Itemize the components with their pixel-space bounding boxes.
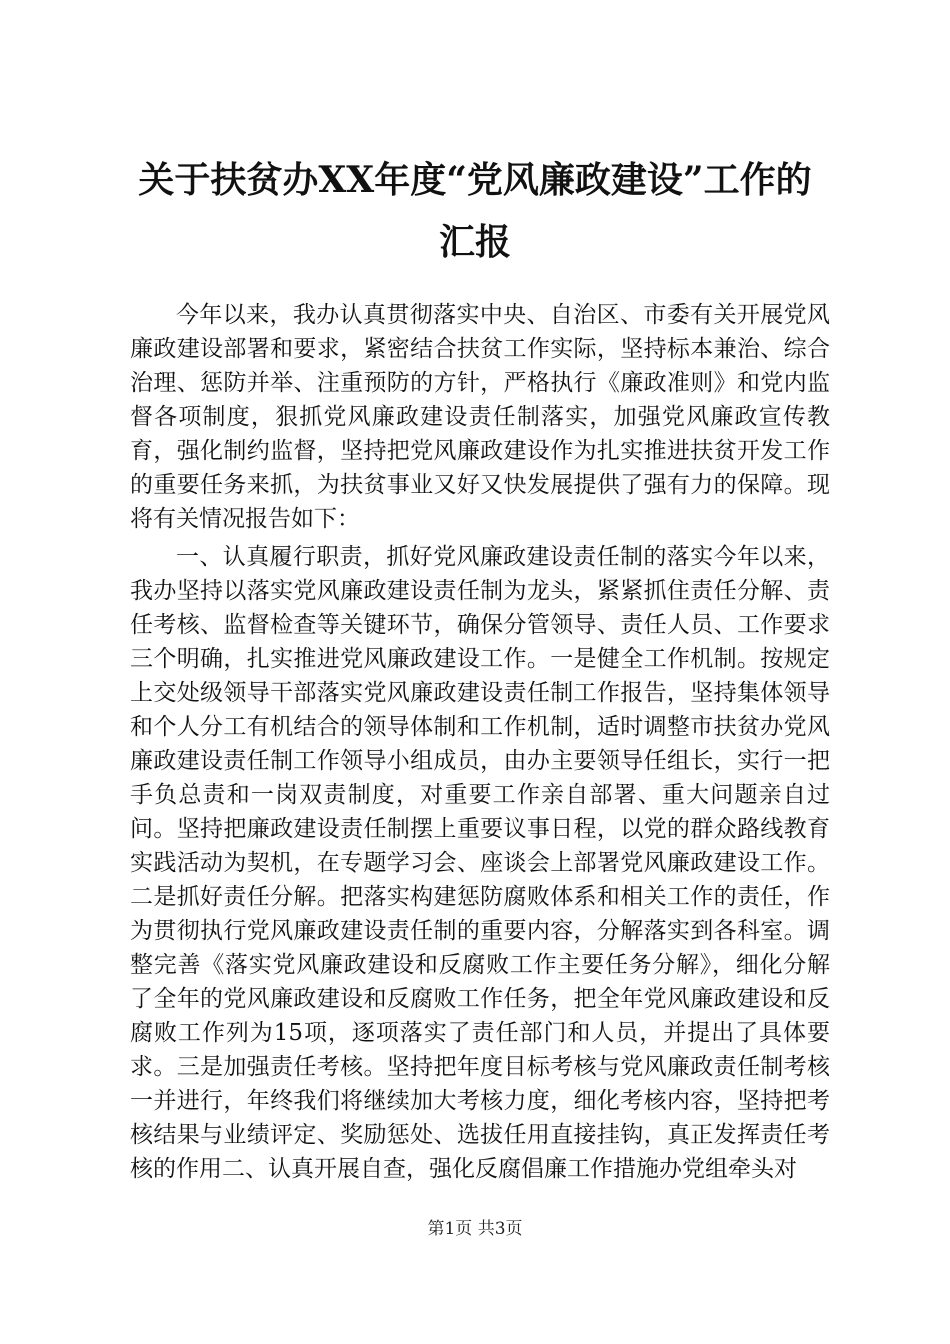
document-title-line-1: 关于扶贫办XX年度“党风廉政建设”工作的 [138, 159, 812, 201]
document-title-line-2: 汇报 [438, 221, 511, 263]
body-paragraph-2: 一、认真履行职责，抓好党风廉政建设责任制的落实今年以来，我办坚持以落实党风廉政建设责任制为龙头，紧紧抓住责任分解、责任考核、监督检查等关键环节，确保分管领导、责任人员、工作要求三个明确，扎实推进党风廉政建设工作。一是健全工作机制。按规定上交处级领导干部落实党风廉政建设责任制工作报告，坚持集体领导和个人分工有机结合的领导体制和工作机制，适时调整市扶贫办党风廉政建设责任制工作领导小组成员，由办主要领导任组长，实行一把手负总责和一岗双责制度，对重要工作亲自部署、重大问题亲自过问。坚持把廉政建设责任制摆上重要议事日程，以党的群众路线教育实践活动为契机，在专题学习会、座谈会上部署党风廉政建设工作。二是抓好责任分解。把落实构建惩防腐败体系和相关工作的责任，作为贯彻执行党风廉政建设责任制的重要内容，分解落实到各科室。调整完善《落实党风廉政建设和反腐败工作主要任务分解》，细化分解了全年的党风廉政建设和反腐败工作任务，把全年党风廉政建设和反腐败工作列为15项，逐项落实了责任部门和人员，并提出了具体要求。三是加强责任考核。坚持把年度目标考核与党风廉政责任制考核一并进行，年终我们将继续加大考核力度，细化考核内容，坚持把考核结果与业绩评定、奖励惩处、选拔任用直接挂钩，真正发挥责任考核的作用二、认真开展自查，强化反腐倡廉工作措施办党组牵头对 [130, 544, 830, 1182]
page-number-footer: 第1页 共3页 [427, 1219, 523, 1239]
body-paragraph-1: 今年以来，我办认真贯彻落实中央、自治区、市委有关开展党风廉政建设部署和要求，紧密结合扶贫工作实际，坚持标本兼治、综合治理、惩防并举、注重预防的方针，严格执行《廉政准则》和党内监督各项制度，狠抓党风廉政建设责任制落实，加强党风廉政宣传教育，强化制约监督，坚持把党风廉政建设作为扎实推进扶贫开发工作的重要任务来抓，为扶贫事业又好又快发展提供了强有力的保障。现将有关情况报告如下： [130, 302, 830, 532]
